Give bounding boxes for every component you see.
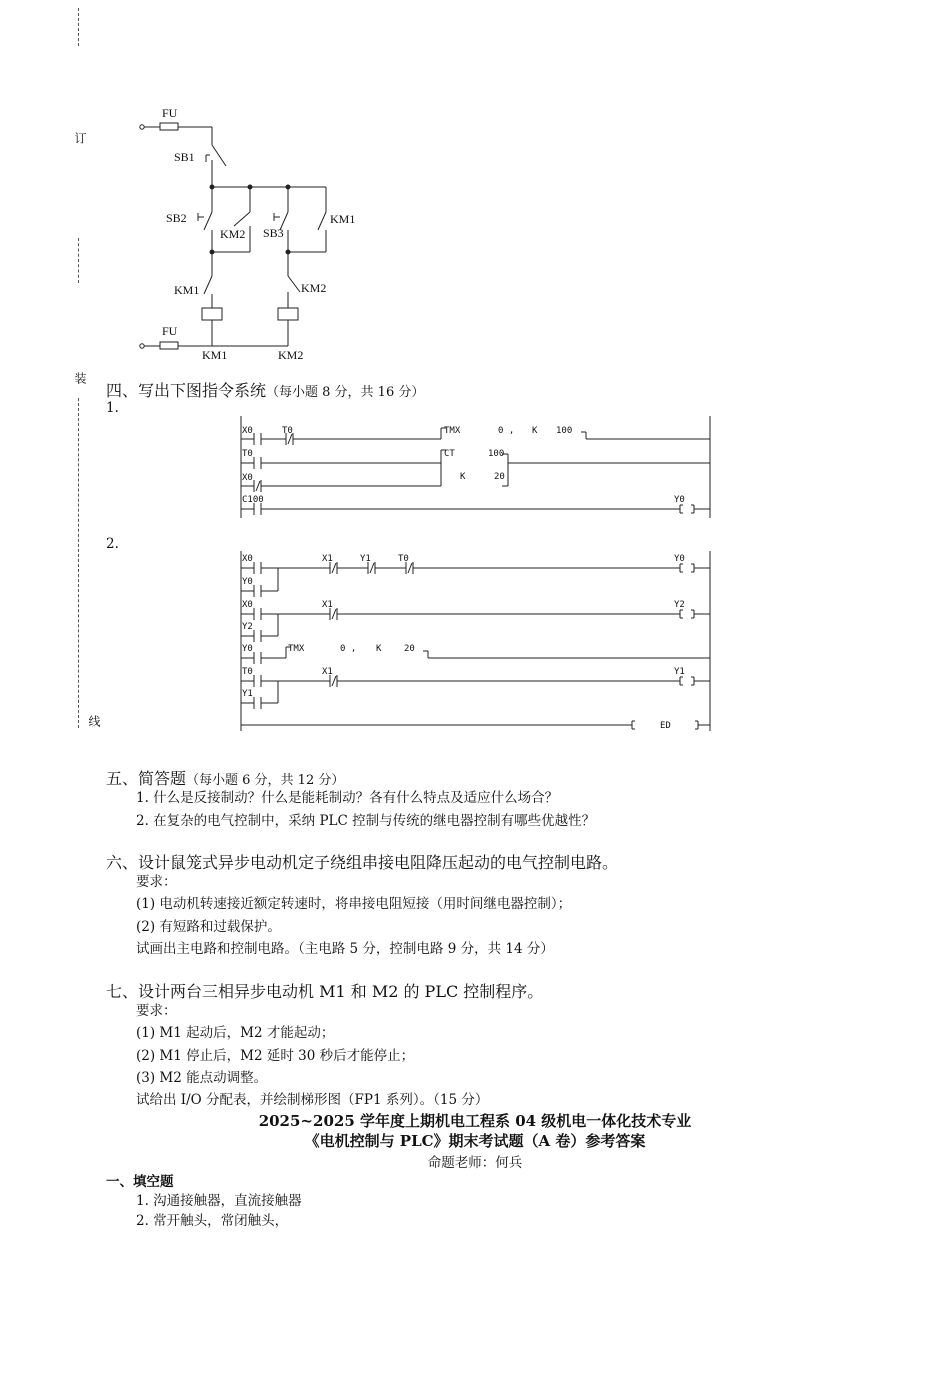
l2-k-val: 20	[404, 644, 415, 654]
l1-x0-b: X0	[242, 473, 253, 483]
binding-mark-xian: 线	[87, 715, 101, 727]
l1-c100: C100	[242, 495, 264, 505]
l1-k: K	[532, 426, 538, 436]
section6-line-1: 要求：	[136, 874, 177, 890]
l1-ct-k-val: 20	[494, 472, 505, 482]
km2-coil-label: KM2	[278, 348, 304, 362]
km2-interlock-label: KM2	[301, 281, 327, 295]
l2-t0: T0	[398, 554, 409, 564]
l2-end: ED	[660, 721, 671, 731]
answer-author: 命题老师：何兵	[427, 1155, 523, 1171]
binding-mark-zhuang: 装	[73, 372, 87, 384]
l1-t0: T0	[282, 426, 293, 436]
section7-line-1: 要求：	[136, 1003, 177, 1019]
section6-line-3: (2) 有短路和过载保护。	[136, 919, 281, 935]
l2-y2-coil: Y2	[674, 600, 685, 610]
km2-contact-label: KM2	[220, 227, 246, 241]
km1-coil-label: KM1	[202, 348, 228, 362]
l2-tmx-num: 0 ,	[340, 644, 357, 654]
section4-title-text: 四、写出下图指令系统	[106, 381, 267, 400]
l2-x1-b: X1	[322, 600, 333, 610]
q1-number: 1.	[106, 400, 119, 416]
answer-item-1: 1. 沟通接触器，直流接触器	[136, 1193, 302, 1209]
ladder-diagram-1	[236, 414, 716, 522]
l2-y0-b: Y0	[242, 644, 253, 654]
l1-t0-b: T0	[242, 449, 253, 459]
l2-x1-c: X1	[322, 667, 333, 677]
section4-title	[106, 378, 424, 401]
km1-interlock-label: KM1	[174, 283, 200, 297]
l1-x0: X0	[242, 426, 253, 436]
l2-t0-b: T0	[242, 667, 253, 677]
sb3-label: SB3	[263, 226, 284, 240]
fu-top-label: FU	[162, 106, 178, 120]
section5-item-2: 2. 在复杂的电气控制中，采纳 PLC 控制与传统的继电器控制有哪些优越性？	[136, 813, 596, 829]
section7-line-3: (2) M1 停止后，M2 延时 30 秒后才能停止；	[136, 1048, 415, 1064]
section6-line-2: (1) 电动机转速接近额定转速时，将串接电阻短接（用时间继电器控制）；	[136, 896, 572, 912]
l2-x0-b: X0	[242, 600, 253, 610]
fu-bottom-label: FU	[162, 324, 178, 338]
section6-line-4: 试画出主电路和控制电路。（主电路 5 分，控制电路 9 分，共 14 分）	[136, 941, 554, 957]
l1-tmx-num: 0 ,	[498, 426, 515, 436]
l1-tmx: TMX	[444, 426, 461, 436]
binding-line-upper	[78, 238, 79, 283]
ladder-diagram-2	[236, 549, 716, 735]
binding-line-lower	[78, 398, 79, 728]
l2-x1: X1	[322, 554, 333, 564]
km1-selfhold-label: KM1	[330, 212, 356, 226]
l2-x0: X0	[242, 554, 253, 564]
l2-y1: Y1	[360, 554, 371, 564]
section7-line-5: 试给出 I/O 分配表，并绘制梯形图（FP1 系列）。（15 分）	[136, 1092, 489, 1108]
l1-k-val: 100	[556, 426, 573, 436]
l1-ct-num: 100	[488, 449, 505, 459]
relay-control-circuit	[130, 100, 370, 370]
answer-heading-2: 《电机控制与 PLC》期末考试题（A 卷）参考答案	[304, 1132, 646, 1150]
answer-section1-title: 一、填空题	[106, 1174, 174, 1190]
l2-y0: Y0	[242, 577, 253, 587]
l2-y0-coil: Y0	[674, 554, 685, 564]
l1-ct-k: K	[460, 472, 466, 482]
l2-k: K	[376, 644, 382, 654]
l2-tmx: TMX	[288, 644, 305, 654]
section5-note: （每小题 6 分，共 12 分）	[186, 773, 345, 788]
q2-number: 2.	[106, 536, 119, 552]
section7-line-4: (3) M2 能点动调整。	[136, 1070, 268, 1086]
section7-title: 七、设计两台三相异步电动机 M1 和 M2 的 PLC 控制程序。	[106, 982, 544, 1001]
l2-y1-coil: Y1	[674, 667, 685, 677]
section5-title-text: 五、简答题	[106, 769, 187, 788]
l2-y1: Y1	[242, 689, 253, 699]
section7-line-2: (1) M1 起动后，M2 才能起动；	[136, 1025, 335, 1041]
answer-item-2: 2. 常开触头，常闭触头，	[136, 1213, 289, 1229]
section6-title: 六、设计鼠笼式异步电动机定子绕组串接电阻降压起动的电气控制电路。	[106, 853, 619, 872]
l2-y2: Y2	[242, 622, 253, 632]
sb1-label: SB1	[174, 150, 195, 164]
sb2-label: SB2	[166, 211, 187, 225]
section5-item-1: 1. 什么是反接制动？什么是能耗制动？各有什么特点及适应什么场合？	[136, 790, 559, 806]
answer-heading-1: 2025~2025 学年度上期机电工程系 04 级机电一体化技术专业	[258, 1112, 692, 1130]
binding-mark-ding: 订	[73, 132, 87, 144]
binding-line-top	[78, 8, 79, 46]
section4-note: （每小题 8 分，共 16 分）	[266, 385, 425, 400]
l1-ct: CT	[444, 449, 455, 459]
l1-y0: Y0	[674, 495, 685, 505]
